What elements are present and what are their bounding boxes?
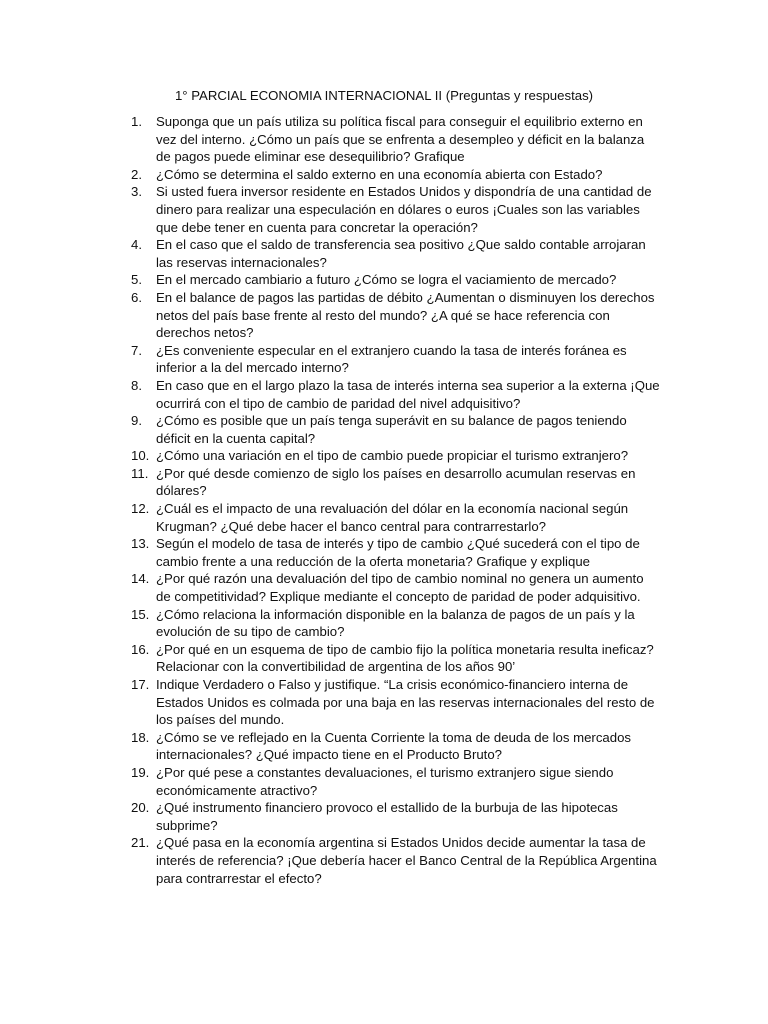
question-number: 14. <box>131 571 150 587</box>
question-text: ¿Cómo se determina el saldo externo en una economía abierta con Estado? <box>156 166 603 182</box>
question-text: ¿Por qué pese a constantes devaluaciones, el turismo extranjero sigue siendo económicamente atractivo? <box>156 764 614 798</box>
question-number: 21. <box>131 835 150 851</box>
question-number: 9. <box>131 413 142 429</box>
question-text: En el balance de pagos las partidas de débito ¿Aumentan o disminuyen los derechos netos del país base frente al resto del mundo? ¿A qué se hace referencia con derechos netos? <box>156 289 655 341</box>
question-item <box>131 500 661 535</box>
question-number: 10. <box>131 448 150 464</box>
question-item <box>131 342 661 377</box>
question-text: Si usted fuera inversor residente en Estados Unidos y dispondría de una cantidad de dinero para realizar una especulación en dólares o euros ¡Cuales son las variables que debe tener en cuenta para concretar la operación? <box>156 184 652 235</box>
question-number: 3. <box>131 184 142 200</box>
question-list <box>131 113 661 887</box>
question-text: ¿Por qué razón una devaluación del tipo de cambio nominal no genera un aumento de competitividad? Explique mediante el concepto de paridad de poder adquisitivo. <box>156 571 644 605</box>
question-text: ¿Por qué en un esquema de tipo de cambio fijo la política monetaria resulta ineficaz? Relacionar con la convertibilidad de argentina de los años 90’ <box>156 641 654 675</box>
question-item <box>131 289 661 342</box>
question-text: ¿Cómo se ve reflejado en la Cuenta Corriente la toma de deuda de los mercados internacionales? ¿Qué impacto tiene en el Producto Bruto? <box>156 729 632 763</box>
question-number: 1. <box>131 114 142 129</box>
question-number: 2. <box>131 166 142 182</box>
document-title: 1° PARCIAL ECONOMIA INTERNACIONAL II (Preguntas y respuestas) <box>174 88 594 103</box>
question-text: En caso que en el largo plazo la tasa de interés interna sea superior a la externa ¡Que ocurrirá con el tipo de cambio de paridad del nivel adquisitivo? <box>156 377 660 411</box>
question-item <box>131 570 661 605</box>
question-number: 4. <box>131 237 142 253</box>
question-text: ¿Por qué desde comienzo de siglo los países en desarrollo acumulan reservas en dólares? <box>156 465 636 499</box>
question-text: En el mercado cambiario a futuro ¿Cómo se logra el vaciamiento de mercado? <box>156 272 617 288</box>
question-item <box>131 412 661 447</box>
question-item <box>131 236 661 271</box>
question-item <box>131 447 661 465</box>
question-item <box>131 834 661 887</box>
question-item <box>131 641 661 676</box>
question-number: 11. <box>131 465 149 481</box>
question-text: ¿Es conveniente especular en el extranjero cuando la tasa de interés foránea es inferior a la del mercado interno? <box>156 342 627 376</box>
question-text: ¿Cómo una variación en el tipo de cambio puede propiciar el turismo extranjero? <box>156 448 629 464</box>
question-number: 15. <box>131 606 150 622</box>
question-item <box>131 729 661 764</box>
question-number: 5. <box>131 272 142 288</box>
question-item <box>131 113 661 166</box>
question-number: 6. <box>131 289 142 305</box>
question-text: Según el modelo de tasa de interés y tipo de cambio ¿Qué sucederá con el tipo de cambio frente a una reducción de la oferta monetaria? Grafique y explique <box>156 536 640 569</box>
question-text: Suponga que un país utiliza su política fiscal para conseguir el equilibrio externo en vez del interno. ¿Cómo un país que se enfrenta a desempleo y déficit en la balanza de pagos puede eliminar ese desequilibrio? Grafique <box>156 114 645 165</box>
question-item <box>131 465 661 500</box>
question-number: 17. <box>131 677 150 692</box>
question-item <box>131 377 661 412</box>
question-number: 8. <box>131 377 142 393</box>
question-number: 13. <box>131 536 150 552</box>
question-number: 20. <box>131 800 150 816</box>
question-item <box>131 606 661 641</box>
question-item <box>131 271 661 289</box>
question-number: 18. <box>131 729 150 745</box>
question-text: ¿Cuál es el impacto de una revaluación del dólar en la economía nacional según Krugman? ¿Qué debe hacer el banco central para contrarrestarlo? <box>156 501 629 534</box>
question-item <box>131 799 661 834</box>
question-number: 19. <box>131 764 150 780</box>
question-number: 12. <box>131 501 150 517</box>
question-item <box>131 764 661 799</box>
question-text: En el caso que el saldo de transferencia sea positivo ¿Que saldo contable arrojaran las reservas internacionales? <box>156 237 646 270</box>
question-item <box>131 676 661 729</box>
question-item <box>131 535 661 570</box>
question-text: ¿Qué instrumento financiero provoco el estallido de la burbuja de las hipotecas subprime? <box>156 800 618 833</box>
question-text: ¿Cómo relaciona la información disponible en la balanza de pagos de un país y la evolución de su tipo de cambio? <box>156 606 635 640</box>
question-number: 16. <box>131 641 150 657</box>
question-item <box>131 183 661 236</box>
question-item <box>131 166 661 184</box>
question-number: 7. <box>131 342 142 358</box>
question-text: ¿Cómo es posible que un país tenga superávit en su balance de pagos teniendo déficit en la cuenta capital? <box>156 413 627 446</box>
question-text: ¿Qué pasa en la economía argentina si Estados Unidos decide aumentar la tasa de interés de referencia? ¡Que debería hacer el Banco Central de la República Argentina para contrarrestar el efecto? <box>156 835 657 886</box>
question-text: Indique Verdadero o Falso y justifique. “La crisis económico-financiero interna de Estados Unidos es colmada por una baja en las reservas internacionales del resto de los países del mundo. <box>156 677 655 728</box>
